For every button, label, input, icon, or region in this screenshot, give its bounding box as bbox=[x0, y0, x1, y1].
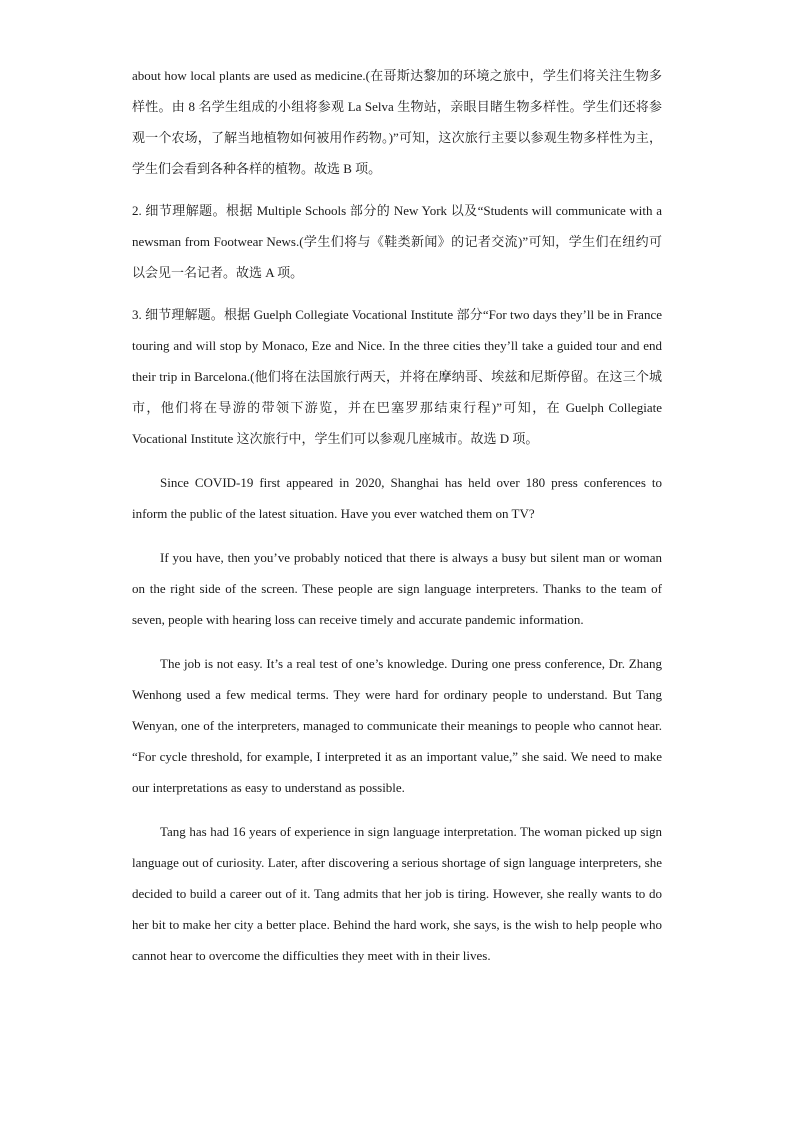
passage-paragraph-3: The job is not easy. It’s a real test of one’s knowledge. During one press conference, Dr. Zhang Wenhong used a few medical terms. They were hard for ordinary people to understand. But Tang Wenyan, one of the interpreters, managed to communicate their meanings to people who cannot hear. “For cycle threshold, for example, I interpreted it as an important value,” she said. We need to make our interpretations as easy to understand as possible. bbox=[132, 656, 662, 795]
passage-paragraph-4: Tang has had 16 years of experience in sign language interpretation. The woman picked up sign language out of curiosity. Later, after discovering a serious shortage of sign language interpreters, she decided to build a career out of it. Tang admits that her job is tiring. However, she really wants to do her bit to make her city a better place. Behind the hard work, she says, is the wish to help people who cannot hear to overcome the difficulties they meet with in their lives. bbox=[132, 824, 662, 963]
passage-paragraph-2: If you have, then you’ve probably noticed that there is always a busy but silent man or woman on the right side of the screen. These people are sign language interpreters. Thanks to the team of seven, people with hearing loss can receive timely and accurate pandemic information. bbox=[132, 550, 662, 627]
passage-paragraph-1: Since COVID-19 first appeared in 2020, Shanghai has held over 180 press conferences to inform the public of the latest situation. Have you ever watched them on TV? bbox=[132, 475, 662, 521]
answer-explanation-1: about how local plants are used as medicine.(在哥斯达黎加的环境之旅中，学生们将关注生物多样性。由 8 名学生组成的小组将参观 La Selva 生物站，亲眼目睹生物多样性。学生们还将参观一个农场，了解当地植物如何被用作药物。)”可知，这次旅行主要以参观生物多样性为主，学生们会看到各种各样的植物。故选 B 项。 bbox=[132, 68, 662, 176]
answer-explanation-3: 3. 细节理解题。根据 Guelph Collegiate Vocational Institute 部分“For two days they’ll be in France touring and will stop by Monaco, Eze and Nice. In the three cities they’ll take a guided tour and end their trip in Barcelona.(他们将在法国旅行两天，并将在摩纳哥、埃兹和尼斯停留。在这三个城市，他们将在导游的带领下游览，并在巴塞罗那结束行程)”可知，在 Guelph Collegiate Vocational Institute 这次旅行中，学生们可以参观几座城市。故选 D 项。 bbox=[132, 307, 662, 446]
document-page bbox=[132, 60, 662, 971]
answer-explanation-2: 2. 细节理解题。根据 Multiple Schools 部分的 New York 以及“Students will communicate with a newsman from Footwear News.(学生们将与《鞋类新闻》的记者交流)”可知，学生们在纽约可以会见一名记者。故选 A 项。 bbox=[132, 203, 662, 280]
